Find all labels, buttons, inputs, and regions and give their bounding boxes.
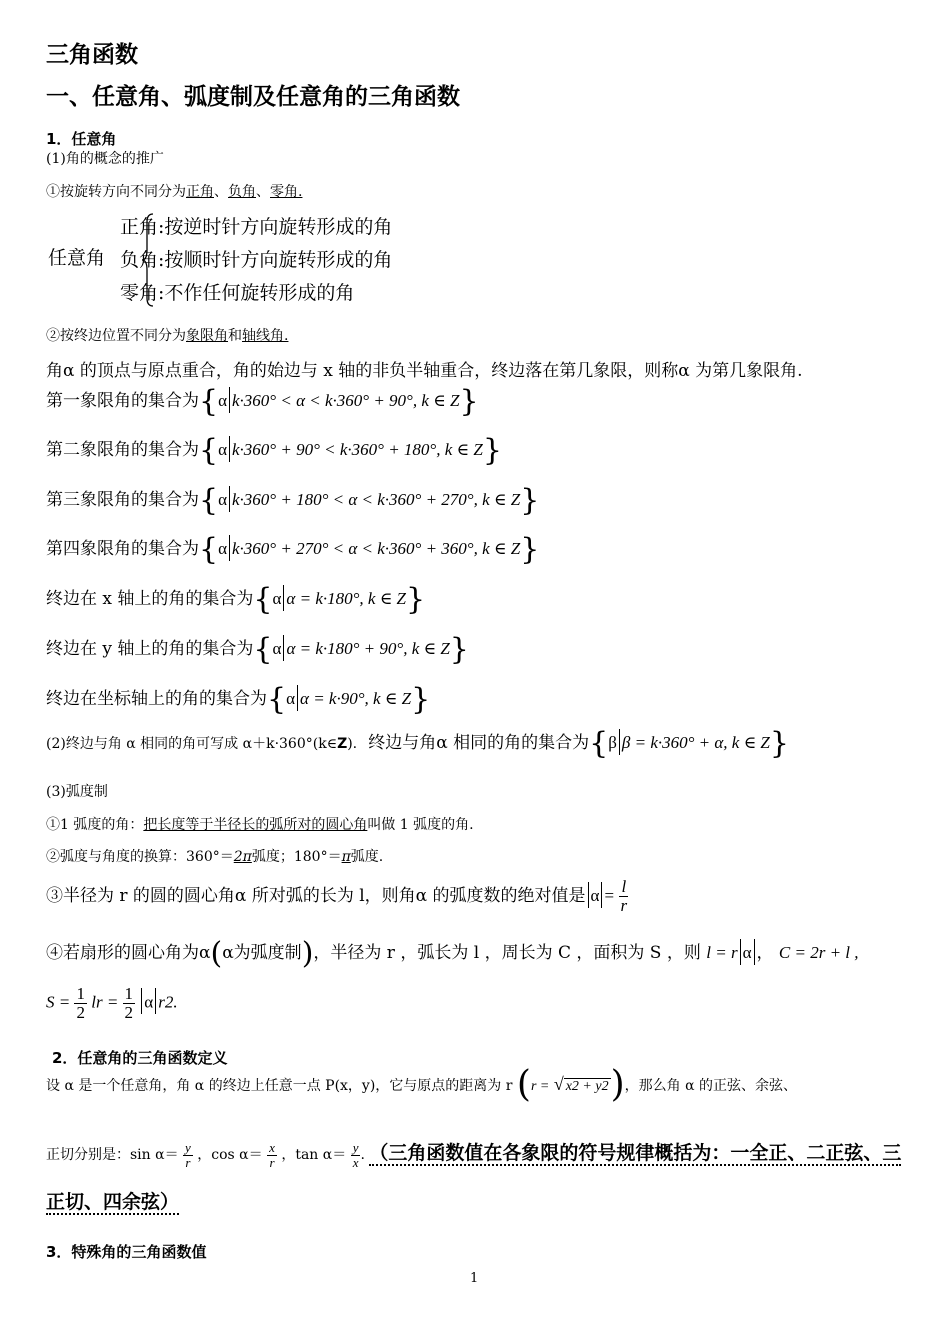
sign-rule: （三角函数值在各象限的符号规律概括为：一全正、二正弦、三	[369, 1142, 902, 1164]
set-x-axis: 终边在 x 轴上的角的集合为{α α = k·180°, k ∈ Z}	[46, 582, 426, 617]
radian-conversion	[46, 846, 383, 866]
set-label: 第二象限角的集合为	[46, 440, 199, 460]
text: 叫做 1 弧度的角.	[367, 817, 474, 833]
set-expr: k·360° + 180° < α < k·360° + 270°, k ∈ Z	[232, 490, 521, 509]
text: ④若扇形的圆心角为α	[46, 943, 211, 963]
trig-definition: 设 α 是一个任意角，角 α 的终边上任意一点 P(x，y)，它与原点的距离为 r (r = √ x2 + y2)，那么角 α 的正弦、余弦、	[46, 1064, 797, 1105]
set-quadrant-3: 第三象限角的集合为{α k·360° + 180° < α < k·360° + 270°, k ∈ Z}	[46, 483, 540, 518]
sep: 、	[256, 184, 270, 200]
set-y-axis: 终边在 y 轴上的角的集合为{α α = k·180° + 90°, k ∈ Z}	[46, 632, 469, 667]
coterminal-line: (2)终边与角 α 相同的角可写成 α＋k·360°(k∈Z). 终边与角α 相同的角的集合为{β β = k·360° + α, k ∈ Z}	[46, 726, 789, 761]
sqrt-expr: x2 + y2	[565, 1079, 609, 1094]
brace-label: 任意角	[48, 247, 106, 269]
subheading-3: 3．特殊角的三角函数值	[46, 1243, 207, 1261]
angle-classification	[46, 210, 466, 310]
term-quadrant: 象限角	[186, 328, 228, 344]
set-label: 终边在 y 轴上的角的集合为	[46, 639, 254, 659]
text: ).	[347, 736, 358, 752]
text: ③半径为 r 的圆的圆心角α 所对弧的长为 l，则角α 的弧度数的绝对值是	[46, 885, 586, 906]
sign-rule-cont: 正切、四余弦）	[46, 1191, 180, 1213]
sector-line: ④若扇形的圆心角为α(α为弧度制)，半径为 r ，弧长为 l ，周长为 C ，面积为 S ，则 l = r α ， C = 2r + l ,	[46, 936, 859, 971]
brace-item-negative: 负角:按顺时针方向旋转形成的角	[120, 249, 393, 271]
fraction-l-over-r: $\frac{l}{r}$	[620, 877, 628, 915]
set-expr: k·360° < α < k·360° + 90°, k ∈ Z	[232, 391, 460, 410]
subheading-1: 1．任意角	[46, 130, 117, 148]
text: ，cos α＝	[197, 1147, 263, 1163]
quadrant-definition: 角α 的顶点与原点重合，角的始边与 x 轴的非负半轴重合，终边落在第几象限，则称α 为第几象限角.	[46, 361, 803, 381]
radian-def-term: 把长度等于半径长的弧所对的圆心角	[143, 817, 368, 833]
text: ，tan α＝	[281, 1147, 347, 1163]
text: ②按终边位置不同分为	[46, 328, 186, 344]
set-expr: α = k·180° + 90°, k ∈ Z	[286, 639, 450, 658]
set-label: 第四象限角的集合为	[46, 539, 199, 559]
paragraph-concept: (1)角的概念的推广	[46, 151, 164, 167]
text: ，半径为 r ，弧长为 l ，周长为 C ，面积为 S ，则	[313, 943, 701, 963]
text: 弧度；180°＝	[251, 849, 342, 865]
value-pi: π	[341, 849, 351, 865]
set-expr: k·360° + 270° < α < k·360° + 360°, k ∈ Z	[232, 539, 521, 558]
set-quadrant-1: 第一象限角的集合为{α k·360° < α < k·360° + 90°, k ∈ Z}	[46, 384, 479, 419]
trig-ratios: 正切分别是：sin α＝ $\frac{y}{r}$ ，cos α＝ $\frac{x}{r}$ ，tan α＝ $\frac{y}{x}$ . （三角函数值在各象限的符号规律概括为：一全正、二正弦、三	[46, 1139, 902, 1170]
term-positive: 正角	[186, 184, 214, 200]
set-label: 终边在坐标轴上的角的集合为	[46, 689, 267, 709]
radian-title: (3)弧度制	[46, 784, 108, 800]
set-quadrant-2: 第二象限角的集合为{α k·360° + 90° < k·360° + 180°, k ∈ Z}	[46, 433, 502, 468]
text: ②弧度与角度的换算：360°＝	[46, 849, 234, 865]
coterminal-set-expr: β = k·360° + α, k ∈ Z	[621, 733, 770, 752]
set-quadrant-4: 第四象限角的集合为{α k·360° + 270° < α < k·360° + 360°, k ∈ Z}	[46, 532, 540, 567]
set-label: 终边在 x 轴上的角的集合为	[46, 589, 254, 609]
term-negative: 负角	[228, 184, 256, 200]
page-title: 三角函数	[46, 42, 138, 68]
perimeter-formula: C = 2r + l ,	[778, 943, 859, 962]
section-heading: 一、任意角、弧度制及任意角的三角函数	[46, 84, 460, 110]
set-expr: α = k·180°, k ∈ Z	[286, 589, 406, 608]
text: 正切分别是：sin α＝	[46, 1147, 179, 1163]
term-zero: 零角.	[270, 184, 303, 200]
text: ①1 弧度的角：	[46, 817, 144, 833]
page-number: 1	[470, 1271, 479, 1286]
value-2pi: 2π	[233, 849, 252, 865]
text: 设 α 是一个任意角，角 α 的终边上任意一点 P(x，y)，它与原点的距离为 r	[46, 1078, 513, 1094]
brace-item-zero: 零角:不作任何旋转形成的角	[120, 282, 355, 304]
sep: 、	[214, 184, 228, 200]
text: ①按旋转方向不同分为	[46, 184, 186, 200]
set-label: 第一象限角的集合为	[46, 391, 199, 411]
integer-set: Z	[337, 736, 348, 752]
coterminal-formula: (2)终边与角 α 相同的角可写成 α＋k·360°(k∈	[46, 736, 338, 752]
text: 和	[228, 328, 242, 344]
set-expr: α = k·90°, k ∈ Z	[300, 689, 412, 708]
subheading-2: 2．任意角的三角函数定义	[52, 1049, 228, 1067]
brace-item-positive: 正角:按逆时针方向旋转形成的角	[120, 216, 393, 238]
set-label: 第三象限角的集合为	[46, 490, 199, 510]
paragraph-rotation	[46, 181, 302, 201]
set-axes: 终边在坐标轴上的角的集合为{α α = k·90°, k ∈ Z}	[46, 682, 431, 717]
set-expr: k·360° + 90° < k·360° + 180°, k ∈ Z	[232, 440, 483, 459]
radian-abs-value: ③半径为 r 的圆的圆心角α 所对弧的长为 l，则角α 的弧度数的绝对值是 α = $\frac{l}{r}$	[46, 877, 628, 915]
arc-formula: l = r	[706, 943, 738, 962]
paragraph-position	[46, 325, 288, 345]
coterminal-set-label: 终边与角α 相同的角的集合为	[368, 733, 590, 753]
text: α为弧度制	[222, 943, 302, 963]
area-formula: S = $\frac{1}{2}$ lr = $\frac{1}{2}$ α r2.	[46, 984, 178, 1022]
term-axis: 轴线角.	[242, 328, 289, 344]
text: 弧度.	[350, 849, 384, 865]
text: ，那么角 α 的正弦、余弦、	[624, 1078, 797, 1094]
radian-def	[46, 814, 474, 834]
